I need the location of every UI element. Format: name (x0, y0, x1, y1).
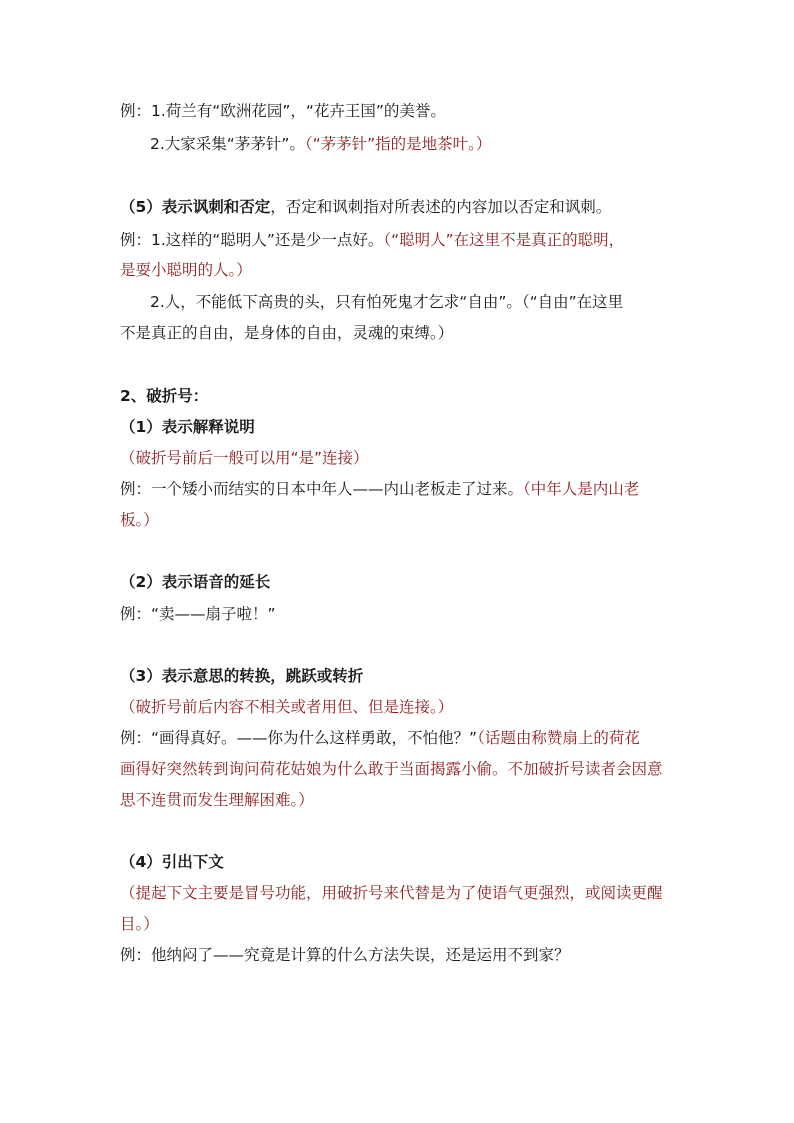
section-5-example-2-cont: 不是真正的自由，是身体的自由，灵魂的束缚。） (120, 324, 454, 342)
dash-example-4: 例：他纳闷了——究竟是计算的什么方法失误，还是运用不到家？ (120, 946, 570, 964)
section-5-example-1 (120, 229, 624, 251)
example-line-2 (150, 133, 491, 155)
section-5-heading (120, 196, 611, 218)
example-note: （“聪明人”在这里不是真正的聪明， (383, 231, 625, 249)
dash-heading-4: （4）引出下文 (120, 853, 224, 871)
heading-text: ，否定和讽刺指对所表述的内容加以否定和讽刺。 (270, 198, 612, 216)
dash-note-4-cont: 目。） (120, 915, 159, 933)
example-prefix: 例： (120, 480, 152, 498)
dash-example-3-cont-1: 画得好突然转到询问荷花姑娘为什么敢于当面揭露小偷。不加破折号读者会因意 (120, 760, 663, 778)
dash-example-1-cont: 板。） (120, 511, 159, 529)
heading-bold: （5）表示讽刺和否定 (120, 198, 271, 216)
example-prefix: 例： (120, 231, 152, 249)
example-prefix: 例： (120, 729, 152, 747)
dash-note-1: （破折号前后一般可以用“是”连接） (120, 449, 369, 467)
example-text: “画得真好。——你为什么这样勇敢，不怕他？” (151, 729, 478, 747)
dash-example-3 (120, 727, 640, 749)
dash-heading-2: （2）表示语音的延长 (120, 573, 271, 591)
dash-heading-1: （1）表示解释说明 (120, 418, 255, 436)
dash-heading-3: （3）表示意思的转换，跳跃或转折 (120, 667, 364, 685)
dash-note-3: （破折号前后内容不相关或者用但、但是连接。） (120, 698, 454, 716)
example-text: 2.大家采集“茅茅针”。 (150, 135, 305, 153)
example-text: 1.这样的“聪明人”还是少一点好。 (151, 231, 384, 249)
example-line-1 (120, 100, 446, 122)
dash-example-3-cont-2: 思不连贯而发生理解困难。） (120, 791, 314, 809)
section-5-example-1-cont: 是耍小聪明的人。） (120, 261, 252, 279)
example-text: 一个矮小而结实的日本中年人——内山老板走了过来。 (151, 480, 524, 498)
example-note: （中年人是内山老 (523, 480, 640, 498)
dash-section-title: 2、破折号： (120, 387, 209, 405)
dash-example-2: 例：“卖——扇子啦！” (120, 605, 276, 623)
dash-note-4: （提起下文主要是冒号功能，用破折号来代替是为了使语气更强烈，或阅读更醒 (120, 884, 663, 902)
example-note: （话题由称赞扇上的荷花 (477, 729, 640, 747)
example-text: 1.荷兰有“欧洲花园”，“花卉王国”的美誉。 (151, 102, 446, 120)
example-note: （“茅茅针”指的是地茶叶。） (304, 135, 492, 153)
section-5-example-2: 2.人，不能低下高贵的头，只有怕死鬼才乞求“自由”。（“自由”在这里 (150, 293, 624, 311)
example-prefix: 例： (120, 102, 152, 120)
dash-example-1 (120, 478, 639, 500)
